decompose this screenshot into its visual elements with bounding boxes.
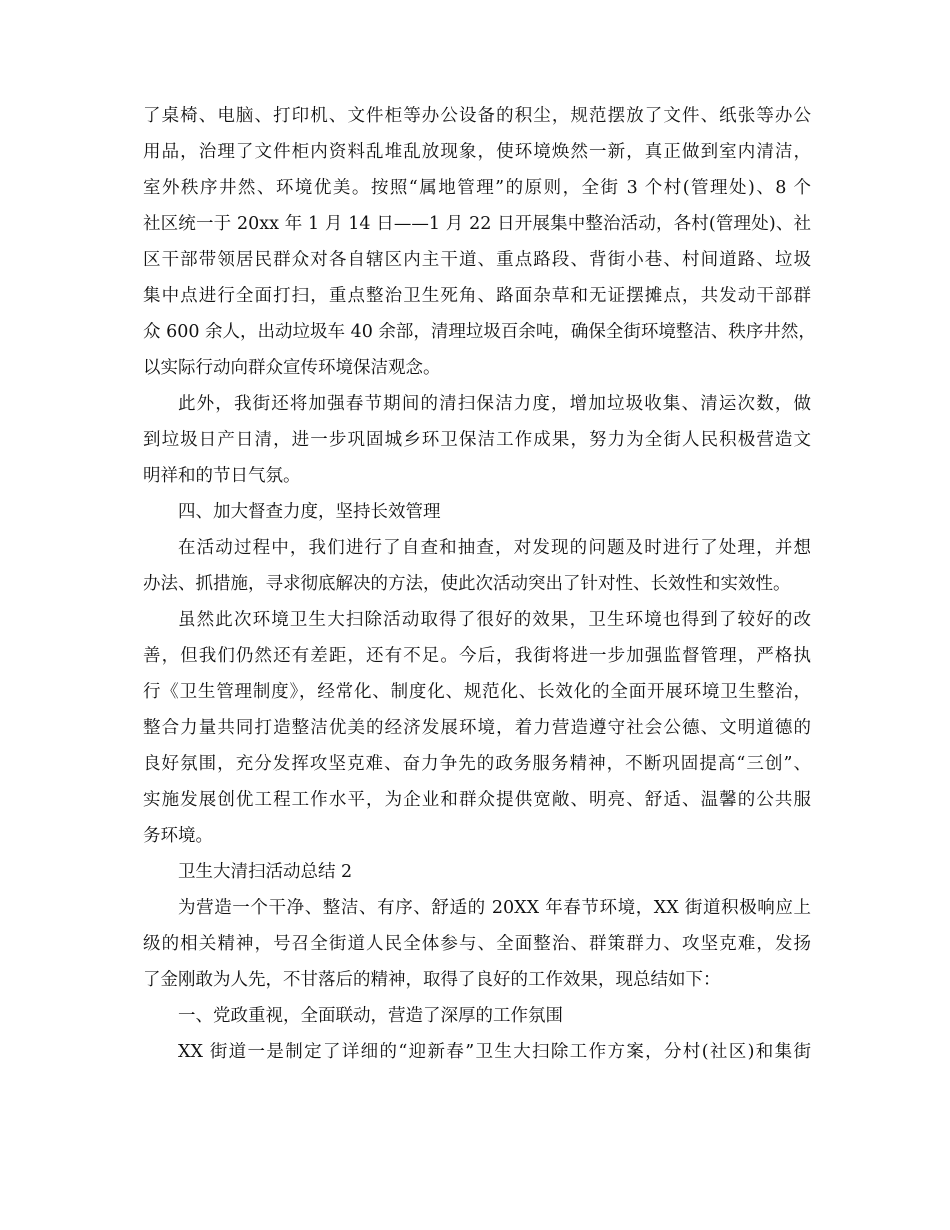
text-line: 到垃圾日产日清，进一步巩固城乡环卫保洁工作成果，努力为全街人民积极营造文: [143, 430, 811, 450]
text-line: 用品，治理了文件柜内资料乱堆乱放现象，使环境焕然一新，真正做到室内清洁，: [143, 142, 811, 162]
text-line: XX 街道一是制定了详细的“迎新春”卫生大扫除工作方案，分村(社区)和集街: [178, 1042, 811, 1062]
text-line: 实施发展创优工程工作水平，为企业和群众提供宽敞、明亮、舒适、温馨的公共服: [143, 790, 811, 810]
text-line: 善，但我们仍然还有差距，还有不足。今后，我街将进一步加强监督管理，严格执: [143, 646, 811, 666]
text-line: 办法、抓措施，寻求彻底解决的方法，使此次活动突出了针对性、长效性和实效性。: [143, 574, 791, 594]
text-line: 务环境。: [143, 826, 213, 846]
text-line: 良好氛围，充分发挥攻坚克难、奋力争先的政务服务精神，不断巩固提高“三创”、: [143, 754, 811, 774]
text-line: 了金刚敢为人先，不甘落后的精神，取得了良好的工作效果，现总结如下：: [143, 970, 721, 990]
text-line: 区干部带领居民群众对各自辖区内主干道、重点路段、背街小巷、村间道路、垃圾: [143, 250, 811, 270]
text-line: 此外，我街还将加强春节期间的清扫保洁力度，增加垃圾收集、清运次数，做: [178, 394, 811, 414]
text-line: 以实际行动向群众宣传环境保洁观念。: [143, 358, 441, 378]
text-line: 社区统一于 20xx 年 1 月 14 日——1 月 22 日开展集中整治活动，各村(管理处)、社: [143, 214, 811, 234]
text-line: 明祥和的节日气氛。: [143, 466, 301, 486]
text-line: 一、党政重视，全面联动，营造了深厚的工作氛围: [178, 1006, 563, 1026]
text-line: 卫生大清扫活动总结 2: [178, 862, 353, 882]
text-line: 整合力量共同打造整洁优美的经济发展环境，着力营造遵守社会公德、文明道德的: [143, 718, 811, 738]
text-line: 级的相关精神，号召全街道人民全体参与、全面整治、群策群力、攻坚克难，发扬: [143, 934, 811, 954]
text-line: 室外秩序井然、环境优美。按照“属地管理”的原则，全街 3 个村(管理处)、8 个: [143, 178, 811, 198]
document-body: [143, 98, 816, 1070]
text-line: 众 600 余人，出动垃圾车 40 余部，清理垃圾百余吨，确保全街环境整洁、秩序井然，: [143, 322, 816, 342]
text-line: 了桌椅、电脑、打印机、文件柜等办公设备的积尘，规范摆放了文件、纸张等办公: [143, 106, 811, 126]
text-line: 四、加大督查力度，坚持长效管理: [178, 502, 441, 522]
text-line: 行《卫生管理制度》，经常化、制度化、规范化、长效化的全面开展环境卫生整治，: [143, 682, 811, 702]
text-line: 在活动过程中，我们进行了自查和抽查，对发现的问题及时进行了处理，并想: [178, 538, 811, 558]
text-line: 虽然此次环境卫生大扫除活动取得了很好的效果，卫生环境也得到了较好的改: [178, 610, 811, 630]
text-line: 集中点进行全面打扫，重点整治卫生死角、路面杂草和无证摆摊点，共发动干部群: [143, 286, 811, 306]
text-line: 为营造一个干净、整洁、有序、舒适的 20XX 年春节环境，XX 街道积极响应上: [178, 898, 811, 918]
